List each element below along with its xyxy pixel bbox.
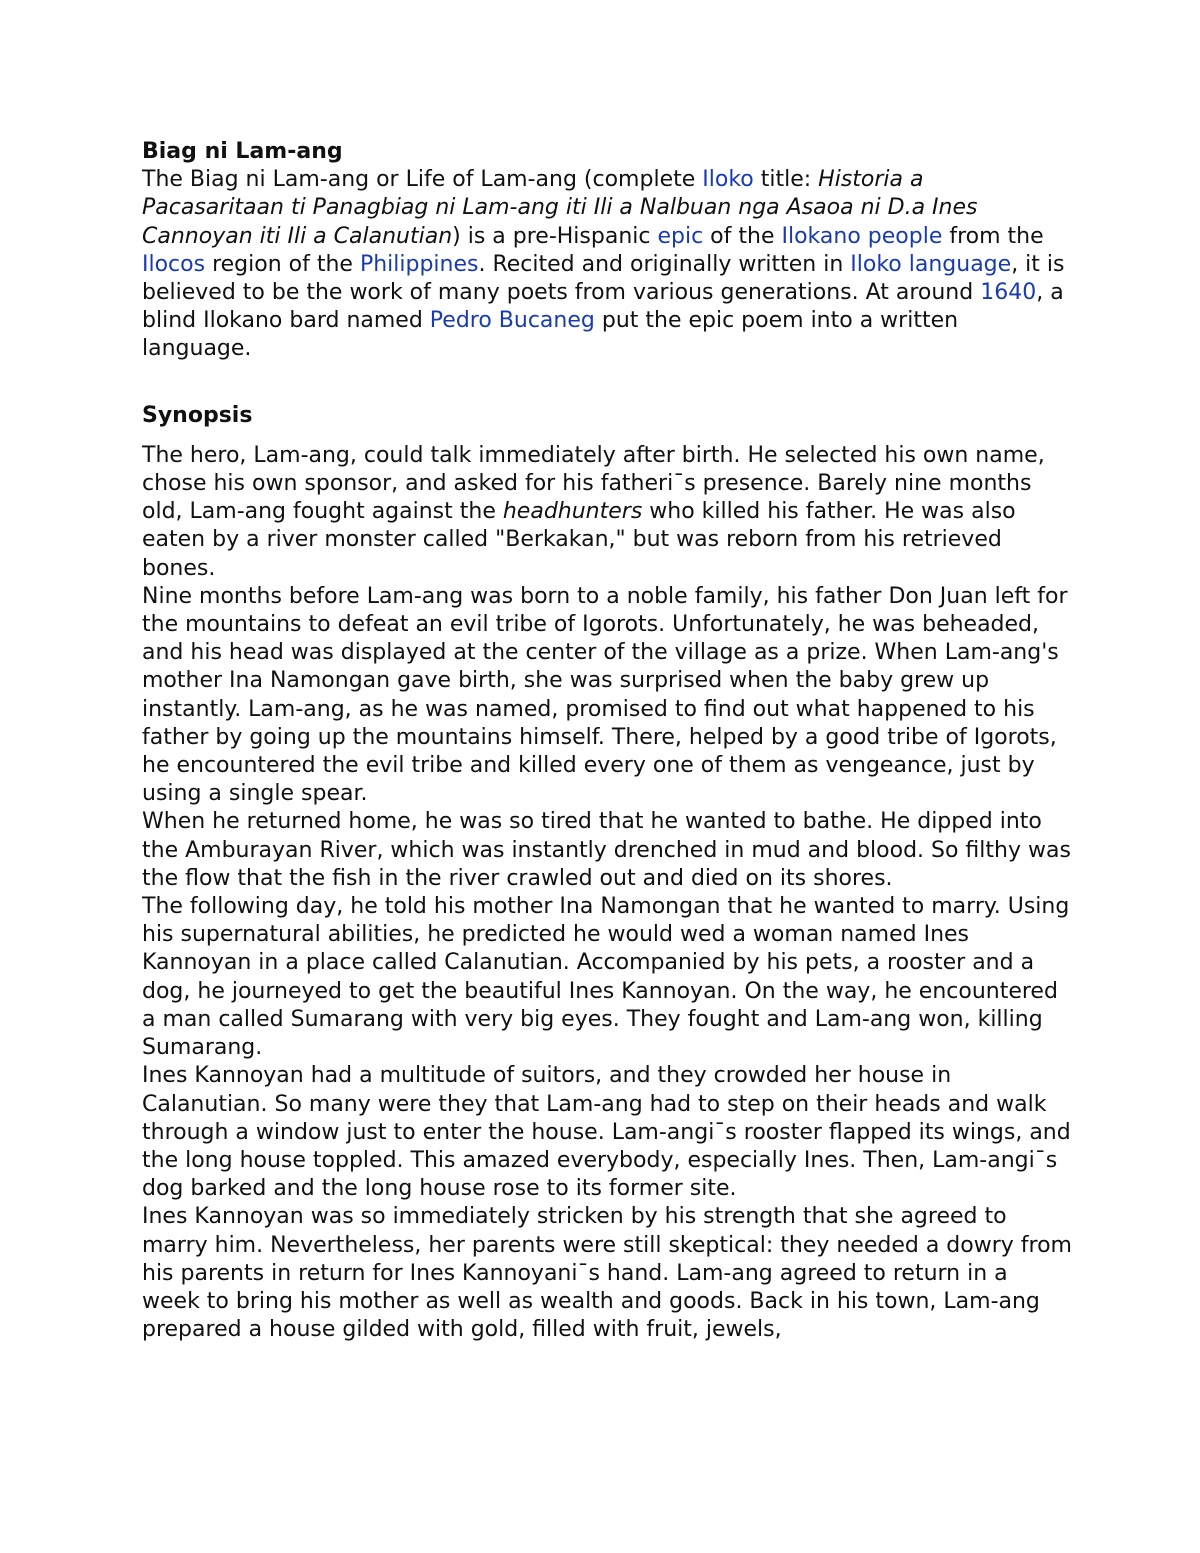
link-1640[interactable]: 1640 xyxy=(980,280,1037,306)
synopsis-paragraph-4: The following day, he told his mother Ina Namongan that he wanted to marry. Using his supernatural abilities, he predicted he would wed a woman named Ines Kannoyan in a place called Calanutian. Accompanied by his pets, a rooster and a dog, he journeyed to get the beautiful Ines Kannoyan. On the way, he encountered a man called Sumarang with very big eyes. They fought and Lam-ang won, killing Sumarang. xyxy=(142,894,1070,1061)
intro-italic-title: Historia a Pacasaritaan ti Panagbiag ni Lam-ang iti Ili a Nalbuan nga Asaoa ni D.a Ines Cannoyan iti Ili a Calanutian xyxy=(142,167,978,249)
synopsis-paragraph-5: Ines Kannoyan had a multitude of suitors, and they crowded her house in Calanutian. So many were they that Lam-ang had to step on their heads and walk through a window just to enter the house. Lam-angi¯s rooster flapped its wings, and the long house toppled. This amazed everybody, especially Ines. Then, Lam-angi¯s dog barked and the long house rose to its former site. xyxy=(142,1063,1071,1202)
link-pedro-bucaneg[interactable]: Pedro Bucaneg xyxy=(429,308,595,334)
synopsis-paragraph-6: Ines Kannoyan was so immediately stricken by his strength that she agreed to marry him. Nevertheless, her parents were still skeptical: they needed a dowry from his parents in return for Ines Kannoyani¯s hand. Lam-ang agreed to return in a week to bring his mother as well as wealth and goods. Back in his town, Lam-ang prepared a house gilded with gold, filled with fruit, jewels, xyxy=(142,1204,1072,1343)
document-body xyxy=(142,138,1072,1344)
intro-text: put the epic poem into a written language. xyxy=(142,308,959,362)
link-iloko-language[interactable]: Iloko language xyxy=(850,251,1012,277)
synopsis-italic-headhunters: headhunters xyxy=(502,499,643,525)
intro-text: ) is a pre-Hispanic xyxy=(452,223,658,249)
synopsis-heading: Synopsis xyxy=(142,402,253,428)
synopsis-text: The hero, Lam-ang, could talk immediately after birth. He selected his own name, chose his own sponsor, and asked for his fatheri¯s presence. Barely nine months old, Lam-ang fought against the xyxy=(142,442,1045,525)
link-epic[interactable]: epic xyxy=(657,223,704,249)
intro-text: , a blind Ilokano bard named xyxy=(142,280,1064,334)
synopsis-paragraph-3: When he returned home, he was so tired that he wanted to bathe. He dipped into the Amburayan River, which was instantly drenched in mud and blood. So filthy was the flow that the fish in the river crawled out and died on its shores. xyxy=(142,809,1071,891)
intro-text: The Biag ni Lam-ang or Life of Lam-ang (complete xyxy=(142,167,703,193)
link-ilocos[interactable]: Ilocos xyxy=(142,251,206,277)
intro-text: . Recited and originally written in xyxy=(478,251,851,277)
synopsis-paragraph-1 xyxy=(142,442,1072,583)
intro-text: , it is believed to be the work of many poets from various generations. At around xyxy=(142,251,1065,306)
intro-text: title: xyxy=(753,167,819,193)
intro-text: of the xyxy=(703,223,782,249)
intro-text: region of the xyxy=(205,251,360,277)
synopsis-paragraph-2: Nine months before Lam-ang was born to a noble family, his father Don Juan left for the mountains to defeat an evil tribe of Igorots. Unfortunately, he was beheaded, and his head was displayed at the center of the village as a prize. When Lam-ang's mother Ina Namongan gave birth, she was surprised when the baby grew up instantly. Lam-ang, as he was named, promised to find out what happened to his father by going up the mountains himself. There, helped by a good tribe of Igorots, he encountered the evil tribe and killed every one of them as vengeance, just by using a single spear. xyxy=(142,583,1068,807)
link-philippines[interactable]: Philippines xyxy=(359,251,479,277)
intro-paragraph xyxy=(142,166,1072,363)
synopsis-text: who killed his father. He was also eaten by a river monster called "Berkakan," but was reborn from his retrieved bones. xyxy=(142,499,1016,581)
link-ilokano-people[interactable]: Ilokano people xyxy=(781,223,943,249)
document-title: Biag ni Lam-ang xyxy=(142,139,343,164)
intro-text: from the xyxy=(942,223,1044,249)
link-iloko[interactable]: Iloko xyxy=(702,167,754,193)
